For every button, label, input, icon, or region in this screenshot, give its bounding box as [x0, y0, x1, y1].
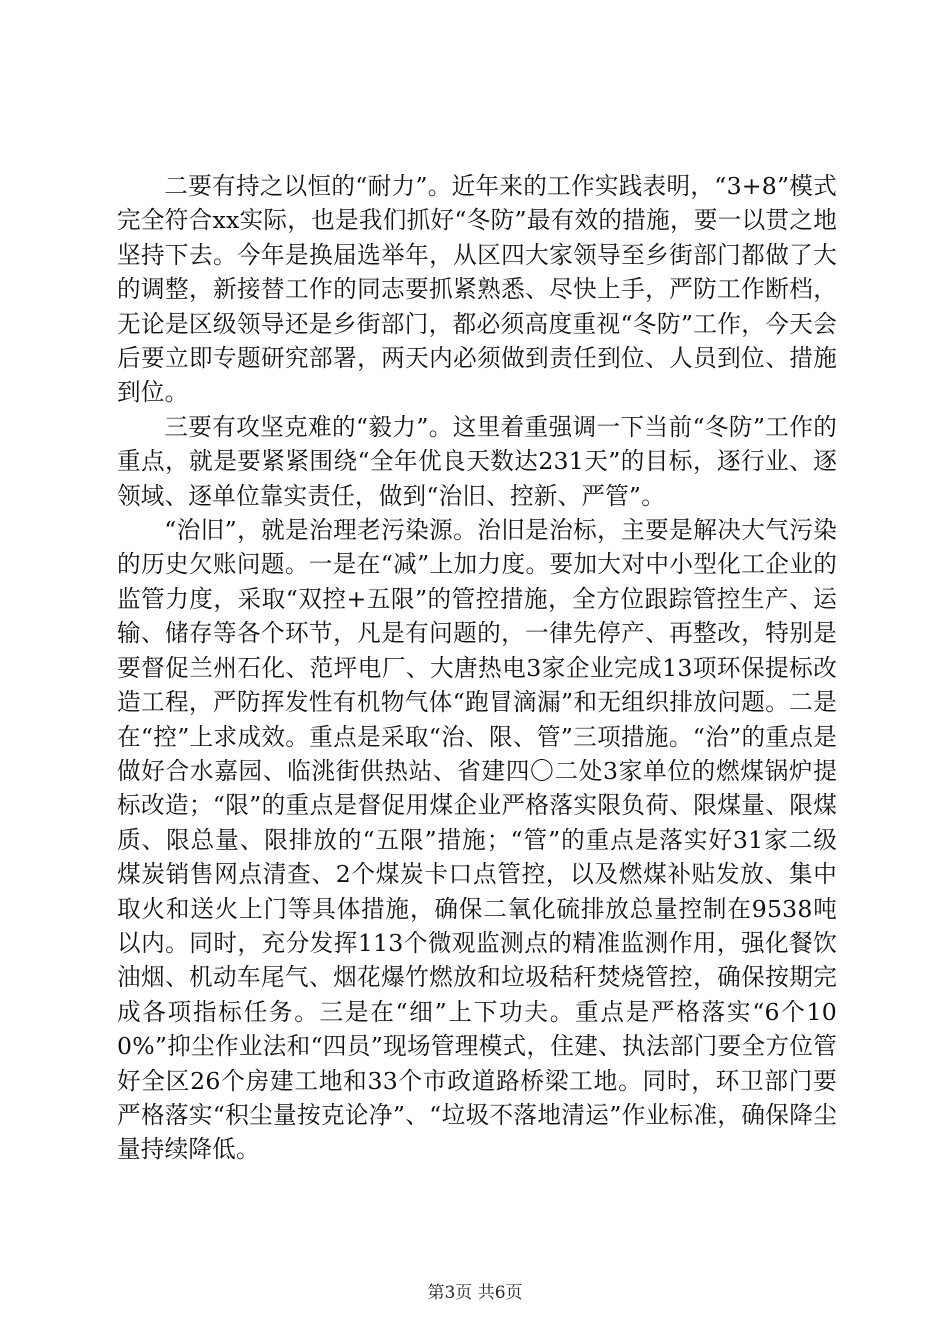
document-body — [117, 169, 837, 1167]
paragraph-endurance: 二要有持之以恒的“耐力”。近年来的工作实践表明，“3+8”模式完全符合xx实际，也是我们抓好“冬防”最有效的措施，要一以贯之地坚持下去。今年是换届选举年，从区四大家领导至乡街部门都做了大的调整，新接替工作的同志要抓紧熟悉、尽快上手，严防工作断档，无论是区级领导还是乡街部门，都必须高度重视“冬防”工作，今天会后要立即专题研究部署，两天内必须做到责任到位、人员到位、措施到位。 — [117, 172, 837, 407]
paragraph-old-pollution: “治旧”，就是治理老污染源。治旧是治标，主要是解决大气污染的历史欠账问题。一是在“减”上加力度。要加大对中小型化工企业的监管力度，采取“双控+五限”的管控措施，全方位跟踪管控生产、运输、储存等各个环节，凡是有问题的，一律先停产、再整改，特别是要督促兰州石化、范坪电厂、大唐热电3家企业完成13项环保提标改造工程，严防挥发性有机物气体“跑冒滴漏”和无组织排放问题。二是在“控”上求成效。重点是采取“治、限、管”三项措施。“治”的重点是做好合水嘉园、临洮街供热站、省建四〇二处3家单位的燃煤锅炉提标改造；“限”的重点是督促用煤企业严格落实限负荷、限煤量、限煤质、限总量、限排放的“五限”措施；“管”的重点是落实好31家二级煤炭销售网点清查、2个煤炭卡口点管控，以及燃煤补贴发放、集中取火和送火上门等具体措施，确保二氧化硫排放总量控制在9538吨以内。同时，充分发挥113个微观监测点的精准监测作用，强化餐饮油烟、机动车尾气、烟花爆竹燃放和垃圾秸秆焚烧管控，确保按期完成各项指标任务。三是在“细”上下功夫。重点是严格落实“6个100%”抑尘作业法和“四员”现场管理模式，住建、执法部门要全方位管好全区26个房建工地和33个市政道路桥梁工地。同时，环卫部门要严格落实“积尘量按克论净”、“垃圾不落地清运”作业标准，确保降尘量持续降低。 — [117, 516, 837, 1164]
page-footer: 第3页 共6页 — [427, 1283, 523, 1303]
paragraph-perseverance: 三要有攻坚克难的“毅力”。这里着重强调一下当前“冬防”工作的重点，就是要紧紧围绕“全年优良天数达231天”的目标，逐行业、逐领域、逐单位靠实责任，做到“治旧、控新、严管”。 — [117, 412, 837, 510]
